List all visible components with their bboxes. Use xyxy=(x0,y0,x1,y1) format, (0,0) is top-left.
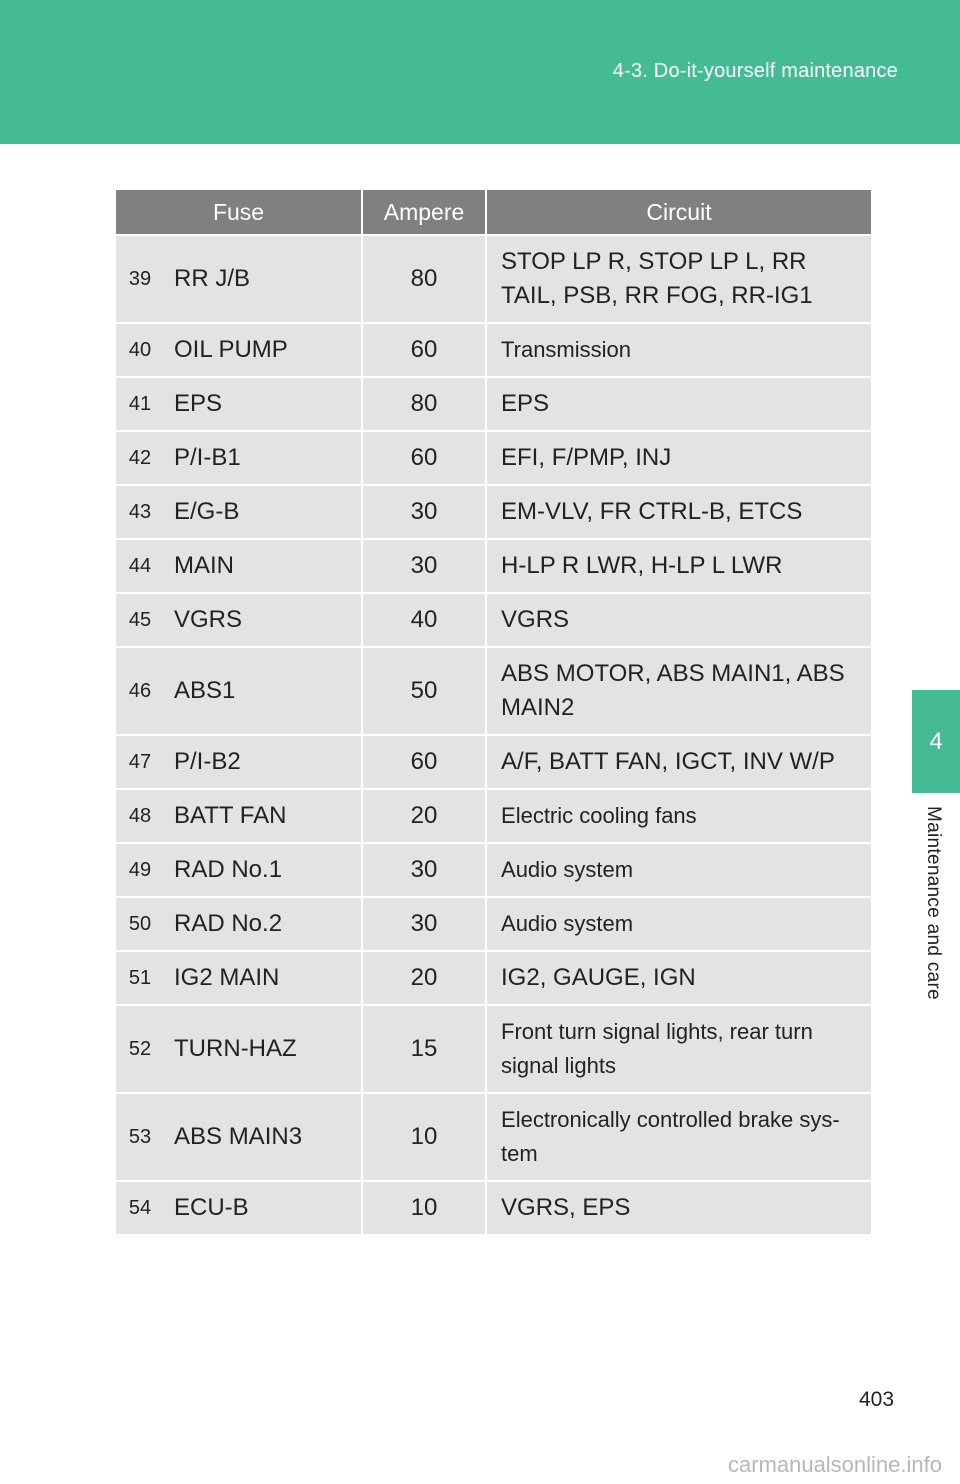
table-row xyxy=(116,843,871,897)
fuse-circuit: VGRS xyxy=(486,593,871,647)
fuse-circuit: ABS MOTOR, ABS MAIN1, ABS MAIN2 xyxy=(486,647,871,735)
column-header-ampere: Ampere xyxy=(362,190,486,235)
fuse-number: 42 xyxy=(116,431,162,485)
chapter-tab xyxy=(912,690,960,793)
fuse-table xyxy=(116,190,871,1236)
page-header xyxy=(0,0,960,144)
fuse-number: 41 xyxy=(116,377,162,431)
fuse-ampere: 10 xyxy=(362,1181,486,1235)
fuse-number: 54 xyxy=(116,1181,162,1235)
fuse-name: VGRS xyxy=(162,593,362,647)
fuse-name: P/I-B1 xyxy=(162,431,362,485)
table-row xyxy=(116,789,871,843)
fuse-number: 40 xyxy=(116,323,162,377)
fuse-ampere: 80 xyxy=(362,377,486,431)
fuse-ampere: 15 xyxy=(362,1005,486,1093)
fuse-circuit: EFI, F/PMP, INJ xyxy=(486,431,871,485)
fuse-number: 48 xyxy=(116,789,162,843)
fuse-circuit: A/F, BATT FAN, IGCT, INV W/P xyxy=(486,735,871,789)
fuse-name: BATT FAN xyxy=(162,789,362,843)
fuse-name: TURN-HAZ xyxy=(162,1005,362,1093)
fuse-circuit: Audio system xyxy=(486,897,871,951)
fuse-circuit: Audio system xyxy=(486,843,871,897)
fuse-name: ABS MAIN3 xyxy=(162,1093,362,1181)
fuse-ampere: 30 xyxy=(362,843,486,897)
table-row xyxy=(116,377,871,431)
fuse-circuit: Electric cooling fans xyxy=(486,789,871,843)
table-row xyxy=(116,235,871,323)
fuse-number: 39 xyxy=(116,235,162,323)
chapter-label: Maintenance and care xyxy=(923,806,944,1001)
fuse-name: OIL PUMP xyxy=(162,323,362,377)
fuse-ampere: 30 xyxy=(362,485,486,539)
fuse-name: RAD No.2 xyxy=(162,897,362,951)
table-row xyxy=(116,735,871,789)
fuse-circuit: VGRS, EPS xyxy=(486,1181,871,1235)
fuse-circuit: EM-VLV, FR CTRL-B, ETCS xyxy=(486,485,871,539)
fuse-ampere: 80 xyxy=(362,235,486,323)
fuse-number: 49 xyxy=(116,843,162,897)
table-body xyxy=(116,235,871,1235)
section-title: 4-3. Do-it-yourself maintenance xyxy=(612,60,898,82)
fuse-name: IG2 MAIN xyxy=(162,951,362,1005)
fuse-ampere: 20 xyxy=(362,789,486,843)
fuse-circuit: Electronically controlled brake sys-tem xyxy=(486,1093,871,1181)
fuse-circuit: EPS xyxy=(486,377,871,431)
fuse-name: P/I-B2 xyxy=(162,735,362,789)
table-row xyxy=(116,539,871,593)
fuse-name: ECU-B xyxy=(162,1181,362,1235)
fuse-ampere: 10 xyxy=(362,1093,486,1181)
table-row xyxy=(116,1093,871,1181)
fuse-name: RAD No.1 xyxy=(162,843,362,897)
fuse-circuit: H-LP R LWR, H-LP L LWR xyxy=(486,539,871,593)
table-row xyxy=(116,951,871,1005)
table-row xyxy=(116,485,871,539)
fuse-number: 46 xyxy=(116,647,162,735)
fuse-number: 53 xyxy=(116,1093,162,1181)
table-row xyxy=(116,1181,871,1235)
fuse-ampere: 30 xyxy=(362,897,486,951)
table-row xyxy=(116,647,871,735)
fuse-name: E/G-B xyxy=(162,485,362,539)
fuse-number: 43 xyxy=(116,485,162,539)
fuse-ampere: 60 xyxy=(362,431,486,485)
fuse-number: 52 xyxy=(116,1005,162,1093)
table-row xyxy=(116,1005,871,1093)
fuse-ampere: 60 xyxy=(362,323,486,377)
fuse-circuit: STOP LP R, STOP LP L, RR TAIL, PSB, RR FOG, RR-IG1 xyxy=(486,235,871,323)
table-row xyxy=(116,323,871,377)
fuse-ampere: 60 xyxy=(362,735,486,789)
fuse-ampere: 40 xyxy=(362,593,486,647)
fuse-number: 50 xyxy=(116,897,162,951)
table-header-row xyxy=(116,190,871,235)
chapter-number: 4 xyxy=(929,727,943,755)
fuse-number: 45 xyxy=(116,593,162,647)
fuse-name: RR J/B xyxy=(162,235,362,323)
fuse-name: MAIN xyxy=(162,539,362,593)
fuse-name: ABS1 xyxy=(162,647,362,735)
fuse-circuit: IG2, GAUGE, IGN xyxy=(486,951,871,1005)
table-row xyxy=(116,431,871,485)
watermark: carmanualsonline.info xyxy=(727,1452,942,1477)
page-number: 403 xyxy=(859,1388,895,1411)
fuse-number: 47 xyxy=(116,735,162,789)
column-header-fuse: Fuse xyxy=(116,190,362,235)
table-row xyxy=(116,593,871,647)
table-row xyxy=(116,897,871,951)
fuse-circuit: Transmission xyxy=(486,323,871,377)
column-header-circuit: Circuit xyxy=(486,190,871,235)
fuse-ampere: 20 xyxy=(362,951,486,1005)
fuse-ampere: 50 xyxy=(362,647,486,735)
fuse-number: 44 xyxy=(116,539,162,593)
fuse-number: 51 xyxy=(116,951,162,1005)
fuse-circuit: Front turn signal lights, rear turn signal lights xyxy=(486,1005,871,1093)
fuse-name: EPS xyxy=(162,377,362,431)
fuse-ampere: 30 xyxy=(362,539,486,593)
